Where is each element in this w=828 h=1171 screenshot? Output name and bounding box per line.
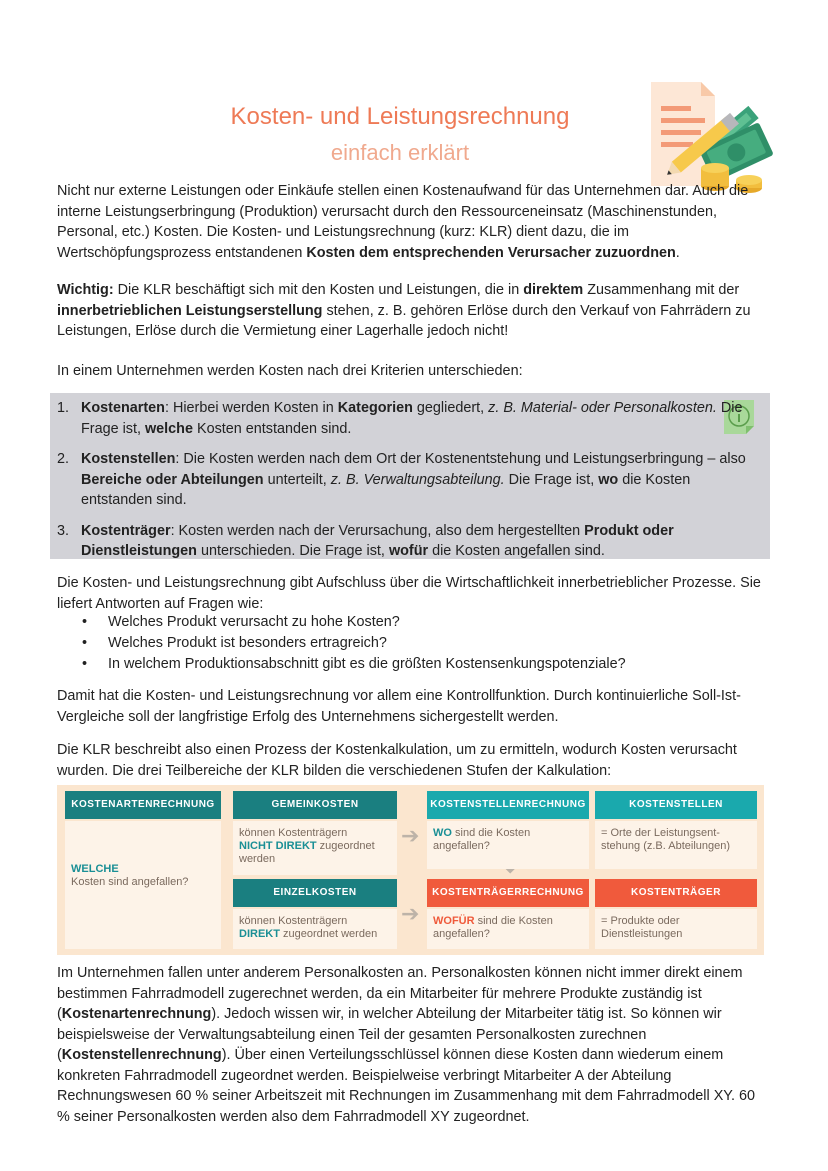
kostentraeger-body: = Produkte oder Dienstleistungen [595,909,757,949]
list-item: 1. Kostenarten: Hierbei werden Kosten in Kategorien gegliedert, z. B. Material- oder Personalkosten. Die Frage ist, welche Kosten entstanden sind. [57,400,743,437]
kostenarten-header: KOSTENARTENRECHNUNG [65,791,221,819]
page-title: Kosten- und Leistungsrechnung [230,103,570,130]
kostenstellen-body: = Orte der Leistungsent-stehung (z.B. Abteilungen) [595,821,757,869]
list-item: • In welchem Produktionsabschnitt gibt es die größten Kostensenkungspotenziale? [82,654,762,675]
control-paragraph: Damit hat die Kosten- und Leistungsrechnung vor allem eine Kontrollfunktion. Durch kontinuierliche Soll-Ist-Vergleiche soll der langfristige Erfolg des Unternehmens sichergestellt werden. [57,688,741,725]
gemeinkosten-body: können Kostenträgern NICHT DIREKT zugeordnet werden [233,821,397,875]
kostentraegerrechnung-body: WOFÜR sind die Kosten angefallen? [427,909,589,949]
list-item: 3. Kostenträger: Kosten werden nach der Verursachung, also dem hergestellten Produkt oder Dienstleistungen unterschieden. Die Frage ist, wofür die Kosten angefallen sind. [57,522,674,559]
einzelkosten-body: können Kostenträgern DIREKT zugeordnet werden [233,909,397,949]
kostenstellenrechnung-header: KOSTENSTELLENRECHNUNG [427,791,589,819]
list-item: 2. Kostenstellen: Die Kosten werden nach dem Ort der Kostenentstehung und Leistungserbringung – also Bereiche oder Abteilungen unterteilt, z. B. Verwaltungsabteilung. Die Frage ist, wo die Kosten entstanden sind. [57,451,746,508]
intro-paragraph: Nicht nur externe Leistungen oder Einkäufe stellen einen Kostenaufwand für das Unternehmen dar. Auch die interne Leistungserbringung (Produktion) verursacht durch den Ressourceneinsatz (Maschinenstunden, Personal, etc.) Kosten. Die Kosten- und Leistungsrechnung (kurz: KLR) dient dazu, die im Wertschöpfungsprozess entstandenen Kosten dem entsprechenden Verursacher zuzuordnen. [57,183,749,261]
page-subtitle: einfach erklärt [330,140,470,165]
analysis-paragraph: Die Kosten- und Leistungsrechnung gibt Aufschluss über die Wirtschaftlichkeit innerbetrieblicher Prozesse. Sie liefert Antworten auf Fragen wie: [57,575,761,612]
question-list [82,612,762,675]
einzelkosten-header: EINZELKOSTEN [233,879,397,907]
kostentraegerrechnung-header: KOSTENTRÄGERRECHNUNG [427,879,589,907]
arrow-right-icon: ➔ [401,901,420,926]
kostenstellen-header: KOSTENSTELLEN [595,791,757,819]
criteria-list [57,398,747,572]
important-paragraph: Wichtig: Die KLR beschäftigt sich mit den Kosten und Leistungen, die in direktem Zusammenhang mit der innerbetrieblichen Leistungserstellung stehen, z. B. gehören Erlöse durch den Verkauf von Fahrrädern zu Leistungen, Erlöse durch die Vermietung einer Lagerhalle jedoch nicht! [57,282,751,339]
klr-diagram [57,785,764,955]
arrow-right-icon: ➔ [401,823,420,848]
list-item: • Welches Produkt verursacht zu hohe Kosten? [82,612,762,633]
criteria-intro: In einem Unternehmen werden Kosten nach drei Kriterien unterschieden: [57,363,523,379]
kostentraeger-header: KOSTENTRÄGER [595,879,757,907]
kostenarten-body: WELCHE Kosten sind angefallen? [65,821,221,949]
list-item: • Welches Produkt ist besonders ertragreich? [82,633,762,654]
gemeinkosten-header: GEMEINKOSTEN [233,791,397,819]
kostenstellenrechnung-body: WO sind die Kosten angefallen? [427,821,589,869]
calculation-paragraph: Die KLR beschreibt also einen Prozess der Kostenkalkulation, um zu ermitteln, wodurch Kosten verursacht wurden. Die drei Teilbereiche der KLR bilden die verschiedenen Stufen der Kalkulation: [57,742,737,779]
example-paragraph: Im Unternehmen fallen unter anderem Personalkosten an. Personalkosten können nicht immer direkt einem bestimmen Fahrradmodell zugerechnet werden, da ein Mitarbeiter für mehrere Produkte zuständig ist (Kostenartenrechnung). Jedoch wissen wir, in welcher Abteilung der Mitarbeiter tätig ist. So können wir beispielsweise der Verwaltungsabteilung einen Teil der gesamten Personalkosten zurechnen (Kostenstellenrechnung). Über einen Verteilungsschlüssel können diese Kosten dann wiederum einem konkreten Fahrradmodell zugeordnet werden. Beispielweise verbringt Mitarbeiter A der Abteilung Rechnungswesen 60 % seiner Arbeitszeit mit Rechnungen im Zusammenhang mit dem Fahrradmodell XY. 60 % seiner Personalkosten werden also dem Fahrradmodell XY zugeordnet. [57,965,756,1125]
